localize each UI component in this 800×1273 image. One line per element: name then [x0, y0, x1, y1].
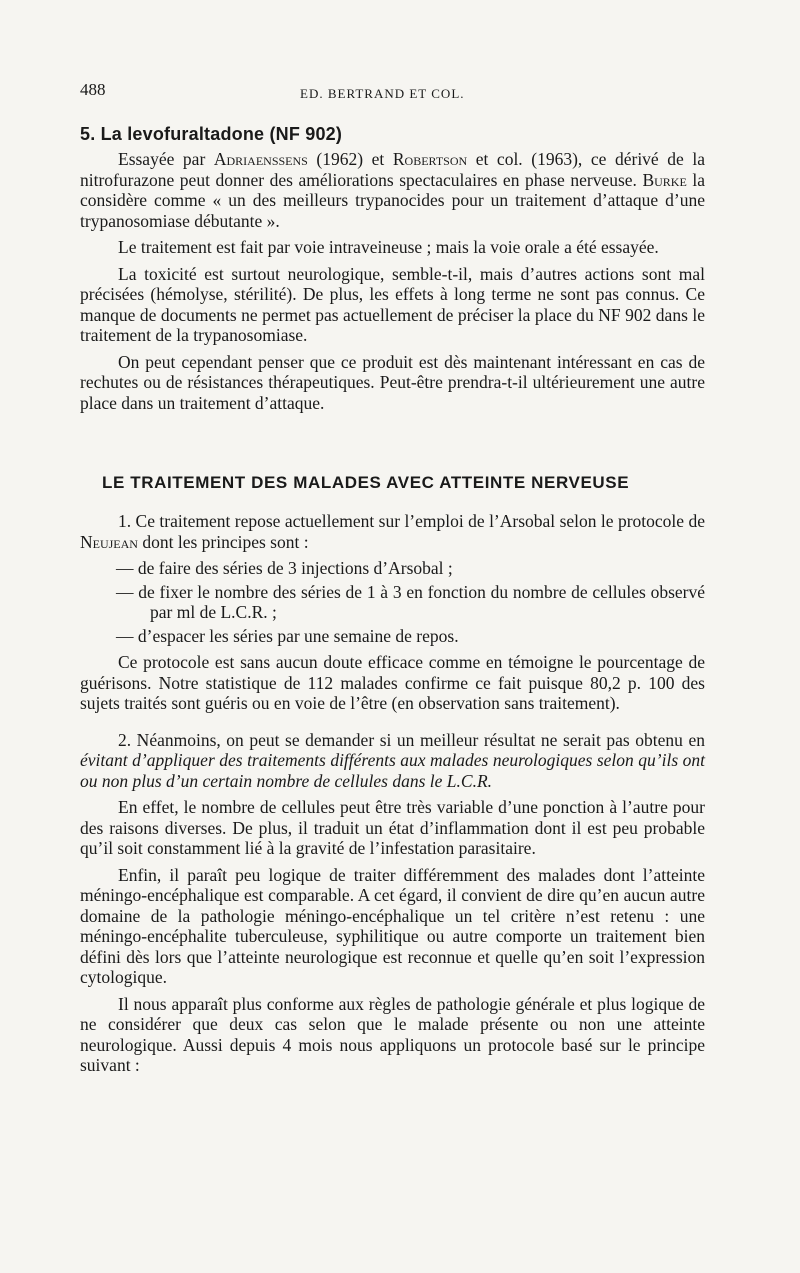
list-item: — de faire des séries de 3 injections d’Arsobal ;: [116, 558, 453, 578]
paragraph: La toxicité est surtout neurologique, semble-t-il, mais d’autres actions sont mal précisées (hémolyse, stérilité). De plus, les effets à long terme ne sont pas connus. Ce manque de documents ne permet pas actuellement de préciser la place du NF 902 dans le traitement de la trypanosomiase.: [80, 263, 705, 345]
paragraph: Le traitement est fait par voie intraveineuse ; mais la voie orale a été essayée.: [118, 237, 659, 257]
paragraph: 2. Néanmoins, on peut se demander si un meilleur résultat ne serait pas obtenu en évitant d’appliquer des traitements différents aux malades neurologiques selon qu’ils ont ou non plus d’un certain nombre de cellules dans le L.C.R.: [80, 729, 705, 791]
author-name: Adriaenssens: [213, 149, 308, 169]
principles-list: [80, 558, 705, 646]
emphasis-text: évitant d’appliquer des traitements différents aux malades neurologiques selon qu’ils ont ou non plus d’un certain nombre de cellules dans le L.C.R.: [80, 750, 705, 791]
paragraph: Ce protocole est sans aucun doute efficace comme en témoigne le pourcentage de guérisons. Notre statistique de 112 malades confirme ce fait puisque 80,2 p. 100 des sujets traités sont guéris ou en voie de l’être (en observation sans traitement).: [80, 652, 705, 713]
section-title-levofuraltadone: 5. La levofuraltadone (NF 902): [80, 124, 343, 144]
author-name: Burke: [642, 169, 687, 190]
author-name: Robertson: [392, 149, 468, 169]
paragraph: En effet, le nombre de cellules peut être très variable d’une ponction à l’autre pour des raisons diverses. De plus, il traduit un état d’inflammation dont il est peu probable qu’il soit constamment lié à la gravité de l’infestation parasitaire.: [80, 797, 705, 858]
paragraph: Il nous apparaît plus conforme aux règles de pathologie générale et plus logique de ne considérer que deux cas selon que le malade présente ou non une atteinte neurologique. Aussi depuis 4 mois nous appliquons un protocole basé sur le principe suivant :: [80, 993, 705, 1075]
running-head: ED. BERTRAND ET COL.: [300, 86, 465, 101]
section-title-traitement: LE TRAITEMENT DES MALADES AVEC ATTEINTE NERVEUSE: [102, 473, 630, 492]
paragraph: Enfin, il paraît peu logique de traiter différemment des malades dont l’atteinte méningo-encéphalique est comparable. A cet égard, il convient de dire qu’en aucun autre domaine de la pathologie méningo-encéphalique un tel critère n’est retenu : une méningo-encéphalite tuberculeuse, syphilitique ou autre comporte un traitement bien défini dès lors que l’atteinte neurologique est reconnue et quelle qu’en soit l’expression cytologique.: [80, 864, 705, 987]
page-body: [80, 124, 705, 1082]
list-item: — d’espacer les séries par une semaine de repos.: [116, 625, 459, 646]
page-number: 488: [80, 80, 106, 99]
page-header: [80, 80, 680, 104]
list-item: — de fixer le nombre des séries de 1 à 3 en fonction du nombre de cellules observé par ml de L.C.R. ;: [116, 581, 705, 622]
paragraph: 1. Ce traitement repose actuellement sur l’emploi de l’Arsobal selon le protocole de Neujean dont les principes sont :: [80, 511, 705, 552]
paragraph: On peut cependant penser que ce produit est dès maintenant intéressant en cas de rechutes ou de résistances thérapeutiques. Peut-être prendra-t-il ultérieurement une autre place dans un traitement d’attaque.: [80, 351, 705, 413]
paragraph: Essayée par Adriaenssens (1962) et Robertson et col. (1963), ce dérivé de la nitrofurazone peut donner des améliorations spectaculaires en phase nerveuse. Burke la considère comme « un des meilleurs trypanocides pour un traitement d’attaque d’une trypanosomiase débutante ».: [80, 149, 705, 231]
author-name: Neujean: [80, 531, 138, 552]
